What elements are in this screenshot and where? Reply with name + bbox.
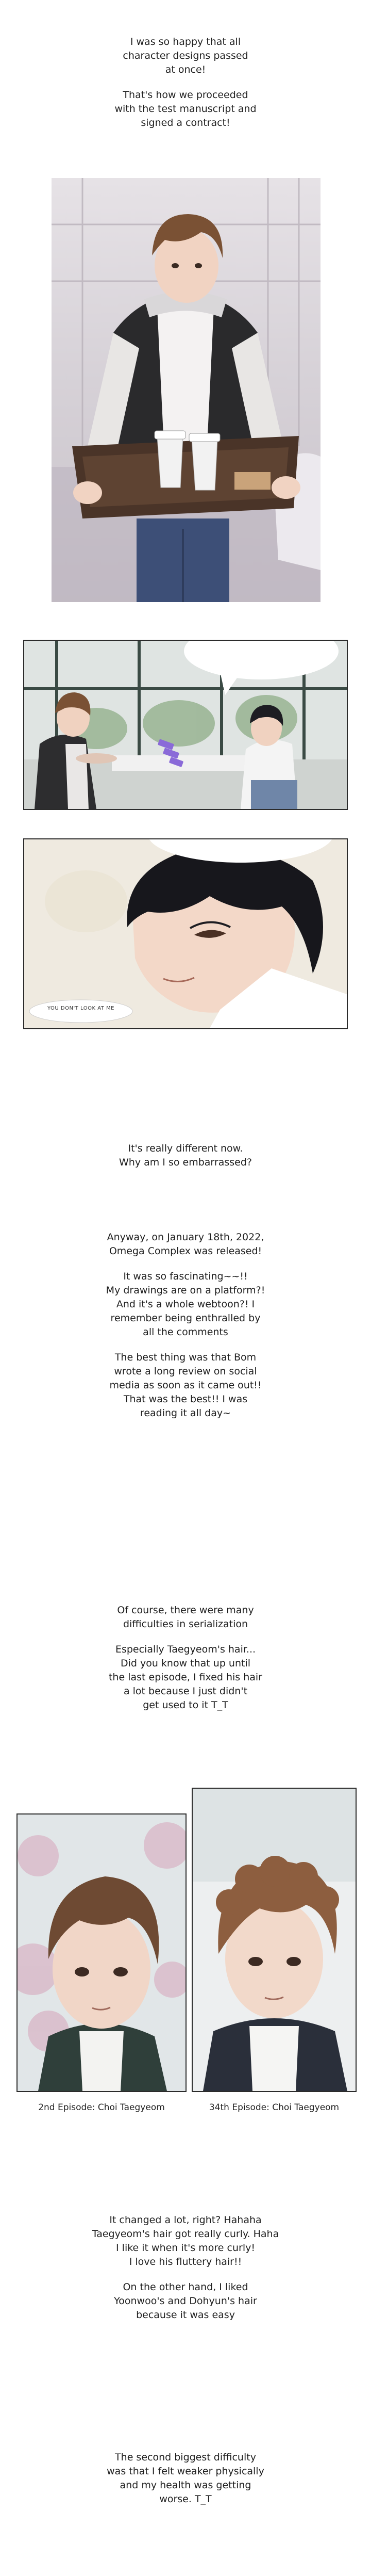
caption-line: Yoonwoo's and Dohyun's hair [114,2295,257,2307]
caption-line: was that I felt weaker physically [107,2466,264,2477]
caption-text [0,1603,371,1631]
caption-1 [0,35,371,130]
panel-coffee-illustration [52,178,321,602]
caption-line: On the other hand, I liked [123,2281,248,2293]
caption-line: character designs passed [123,50,248,61]
caption-line: signed a contract! [141,117,230,128]
caption-line: and my health was getting [120,2480,251,2491]
caption-line: remember being enthralled by [110,1313,261,1324]
portrait-34th-illustration [193,1789,356,2091]
caption-line: It's really different now. [128,1143,243,1154]
caption-line: because it was easy [136,2309,235,2321]
caption-line: Anyway, on January 18th, 2022, [107,1232,264,1243]
caption-text [0,1142,371,1170]
panel-coffee-tray [52,178,321,602]
panel-episode-2-portrait [16,1813,187,2092]
caption-line: with the test manuscript and [114,103,257,115]
caption-line: Did you know that up until [120,1658,251,1669]
caption-line: reading it all day~ [140,1407,231,1419]
caption-line: The best thing was that Bom [114,1352,257,1363]
caption-line: Why am I so embarrassed? [119,1157,252,1168]
caption-line: Especially Taegyeom's hair... [115,1644,256,1655]
panel-episode-34-portrait [192,1788,357,2092]
caption-line: That's how we proceeded [123,89,248,101]
caption-line: I was so happy that all [130,36,241,47]
caption-line: Omega Complex was released! [109,1245,262,1257]
portrait-2nd-illustration [18,1814,185,2091]
right-portrait-label: 34th Episode: Choi Taegyeom [209,2102,340,2113]
caption-line: all the comments [143,1326,228,1338]
caption-9 [0,2213,371,2322]
caption-line: worse. T_T [159,2493,212,2505]
caption-line: That was the best!! I was [123,1394,248,1405]
caption-text [0,1270,371,1339]
panel-table-illustration [24,641,347,809]
caption-text [0,35,371,77]
caption-text [0,88,371,130]
caption-line: difficulties in serialization [123,1618,248,1630]
caption-line: The second biggest difficulty [115,2452,256,2463]
panel-table-scene [23,640,348,810]
caption-text [0,1230,371,1258]
caption-line: wrote a long review on social [114,1366,257,1377]
speech-bubble-text: YOU DON'T LOOK AT ME [47,1006,114,1011]
caption-text [0,1351,371,1420]
caption-text [0,2451,371,2506]
caption-line: I love his fluttery hair!! [129,2256,242,2267]
caption-line: And it's a whole webtoon?! I [116,1299,255,1310]
caption-line: It was so fascinating~~!! [123,1271,248,1282]
caption-3 [0,1142,371,1170]
caption-line: Of course, there were many [117,1605,254,1616]
caption-text [0,2213,371,2269]
caption-text [0,1643,371,1712]
panel-close-up-illustration [24,839,347,1028]
caption-line: Taegyeom's hair got really curly. Haha [92,2228,279,2240]
caption-line: I like it when it's more curly! [116,2242,255,2254]
panel-close-up [23,838,348,1029]
left-portrait-label: 2nd Episode: Choi Taegyeom [38,2102,165,2113]
caption-11 [0,2451,371,2506]
caption-7 [0,1603,371,1712]
caption-4 [0,1230,371,1420]
caption-line: a lot because I just didn't [123,1686,248,1697]
caption-line: get used to it T_T [143,1699,228,1711]
caption-line: at once! [165,64,206,75]
caption-line: It changed a lot, right? Hahaha [109,2214,262,2226]
caption-text [0,2280,371,2322]
caption-line: the last episode, I fixed his hair [108,1672,262,1683]
caption-line: My drawings are on a platform?! [106,1285,265,1296]
caption-line: media as soon as it came out!! [109,1380,262,1391]
